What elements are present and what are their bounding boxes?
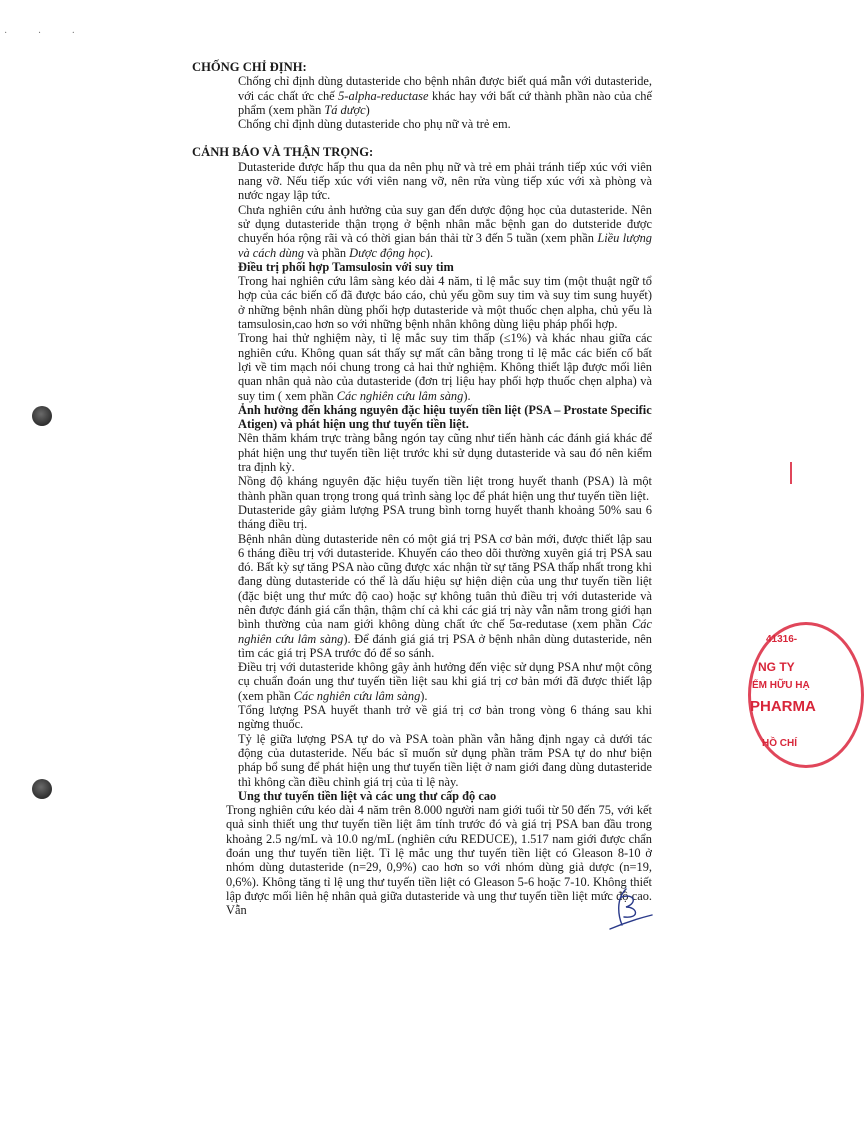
italic-reference: Các nghiên cứu lâm sàng: [336, 388, 464, 403]
text-run: Nên thăm khám trực tràng bằng ngón tay cũng như tiến hành các đánh giá khác để phát hiện ung thư tuyến tiền liệt trước khi sử dụng dutasteride và sau đó nên kiểm tra định kỳ.: [238, 431, 652, 475]
warnings-paragraph: [238, 532, 652, 661]
warnings-paragraph: [238, 431, 652, 474]
warnings-paragraph: [238, 274, 652, 331]
text-run: Dutasteride gây giảm lượng PSA trung bình torng huyết thanh khoảng 50% sau 6 tháng điều trị.: [238, 502, 652, 532]
section-contraindications-title: CHỐNG CHỈ ĐỊNH:: [192, 60, 307, 74]
text-run: và phần: [304, 245, 350, 260]
text-run: ). Để đánh giá giá trị PSA ở bệnh nhân dùng dutasteride, nên tìm các giá trị PSA trước đó để so sánh.: [238, 631, 652, 660]
section-warnings-title: CẢNH BÁO VÀ THẬN TRỌNG:: [192, 145, 374, 160]
text-run: khác hay với bất cứ thành phần nào của chế phẩm (xem phần: [238, 88, 652, 117]
warnings-paragraph: [238, 203, 652, 260]
warnings-paragraph: [238, 331, 652, 402]
stamp-line-5: HỒ CHÍ: [762, 738, 797, 749]
signature-mark: [606, 885, 654, 931]
text-run: Tổng lượng PSA huyết thanh trở về giá trị cơ bản trong vòng 6 tháng sau khi ngừng thuốc.: [238, 703, 652, 732]
stamp-fragment-mark: [790, 462, 802, 484]
italic-reference: Liều lượng và cách dùng: [238, 231, 652, 260]
section-warnings-body: [192, 160, 652, 918]
text-run: Trong nghiên cứu kéo dài 4 năm trên 8.000 người nam giới tuổi từ 50 đến 75, với kết quả sinh thiết ung thư tuyến tiền liệt âm tính trước đó và giá trị PSA ban đầu trong khoảng 2.5 ng/mL và 10.0 ng/mL (nghiên cứu REDUCE), 1.517 nam giới được chẩn đoán ung thư tuyến tiền liệt. Tỉ lệ mắc ung thư tuyến tiền liệt có Gleason 8-10 ở nhóm dùng dutasteride (n=29, 0,9%) cao hơn so với nhóm dùng giả dược (n=19, 0,6%). Không tăng tỉ lệ ung thư tuyến tiền liệt có Gleason 5-6 hoặc 7-10. Không thiết lập được mối liên hệ nhân quả giữa dutasteride và ung thư tuyến tiền liệt mức độ cao. Vẫn: [226, 803, 652, 918]
italic-reference: Các nghiên cứu lâm sàng: [238, 617, 652, 646]
text-run: Ung thư tuyến tiền liệt và các ung thư cấp độ cao: [238, 788, 497, 803]
text-run: Chưa nghiên cứu ảnh hưởng của suy gan đến dược động học của dutasteride. Nên sử dụng dutasteride thận trọng ở bệnh nhân mắc bệnh gan do dutsteride được chuyển hóa rộng rãi và có thời gian bán thải từ 3 đến 5 tuần (xem phần: [238, 202, 652, 246]
contraindications-paragraph-2: [238, 117, 652, 131]
italic-reference: Các nghiên cứu lâm sàng: [293, 688, 421, 703]
scan-edge-marks: · · ·: [4, 28, 89, 39]
warnings-paragraph: [238, 732, 652, 789]
warnings-paragraph: [238, 160, 652, 203]
text-run: ).: [463, 388, 471, 403]
document-content: [192, 60, 652, 918]
stamp-line-2: NG TY: [758, 660, 795, 674]
text-run: ).: [420, 688, 428, 703]
punch-hole-top: [32, 406, 52, 426]
text-run: Chống chỉ định dùng dutasteride cho phụ nữ và trẻ em.: [238, 117, 511, 132]
warnings-paragraph: [238, 703, 652, 732]
stamp-line-1: 41316-: [766, 634, 798, 645]
text-run: Nồng độ kháng nguyên đặc hiệu tuyến tiền liệt trong huyết thanh (PSA) là một thành phần quan trọng trong quá trình sàng lọc để phát hiện ung thư tuyến tiền liệt.: [238, 474, 652, 503]
punch-hole-bottom: [32, 779, 52, 799]
warnings-subheading: [238, 789, 652, 803]
text-run: Dutasteride được hấp thu qua da nên phụ nữ và trẻ em phải tránh tiếp xúc với viên nang vỡ. Nếu tiếp xúc với viên nang vỡ, nên rửa vùng tiếp xúc với xà phòng và nước ngay lập tức.: [238, 159, 652, 203]
italic-reference: Tá dược: [324, 102, 366, 117]
text-run: ).: [425, 245, 434, 260]
company-stamp: [748, 622, 818, 762]
section-contraindications-body: [192, 74, 652, 131]
warnings-subheading: [238, 403, 652, 432]
warnings-paragraph: [238, 660, 652, 703]
warnings-paragraph: [238, 503, 652, 532]
stamp-line-3: ỂM HỮU HẠ: [752, 680, 810, 691]
text-run: Trong hai thử nghiệm này, tỉ lệ mắc suy tim thấp (≤1%) và khác nhau giữa các nghiên cứu. Không quan sát thấy sự mất cân bằng trong tỉ lệ mắc các biến cố bất lợi về tim mạch nói chung trong cả hai thử nghiệm. Không thiết lập được mối liên quan nhân quả nào của dutasteride (đơn trị liệu hay phối hợp thuốc chẹn alpha) và suy tim ( xem phần: [238, 331, 652, 403]
warnings-paragraph: [226, 803, 652, 917]
text-run: Bệnh nhân dùng dutasteride nên có một giá trị PSA cơ bản mới, được thiết lập sau 6 tháng điều trị với dutasteride. Khuyến cáo theo dõi thường xuyên giá trị PSA sau đó. Bất kỳ sự tăng PSA nào cũng được xác nhận từ sự tăng PSA thấp nhất trong khi đang dùng dutasteride có thể là dấu hiệu sự hiện diện của ung thư tuyến tiền liệt (đặc biệt ung thư mức độ cao) hoặc sự không tuân thủ điều trị với dutasteride và nên được đánh giá cẩn thận, thậm chí cả khi các giá trị này vẫn nằm trong giới hạn bình thường của nam giới không dùng chất ức chế 5α-redutase (xem phần: [238, 531, 652, 632]
text-run: Trong hai nghiên cứu lâm sàng kéo dài 4 năm, tỉ lệ mắc suy tim (một thuật ngữ tổ hợp của các biến cố đã được báo cáo, chủ yếu gồm suy tim và suy tim sung huyết) ở những bệnh nhân dùng phối hợp dutasteride và một thuốc chẹn alpha, chủ yếu là tamsulosin,cao hơn so với những bệnh nhân không dùng liệu pháp phối hợp.: [238, 274, 652, 332]
text-run: ): [365, 102, 370, 117]
text-run: Tỷ lệ giữa lượng PSA tự do và PSA toàn phần vẫn hằng định ngay cả dưới tác động của dutasteride. Nếu bác sĩ muốn sử dụng phần trăm PSA tự do như biện pháp bổ sung để phát hiện ung thư tuyến tiền liệt ở nam giới đang dùng dutasteride thì không cần điều chỉnh giá trị của tỉ lệ này.: [238, 731, 652, 789]
text-run: Điều trị phối hợp Tamsulosin với suy tim: [238, 259, 454, 274]
contraindications-paragraph-1: [238, 74, 652, 117]
text-run: Điều trị với dutasteride không gây ảnh hưởng đến việc sử dụng PSA như một công cụ chuẩn đoán ung thư tuyến tiền liệt sau khi giá trị cơ bản mới đã được thiết lập (xem phần: [238, 660, 652, 703]
warnings-subheading: [238, 260, 652, 274]
italic-reference: Dược động học: [349, 245, 426, 260]
text-run: Ảnh hưởng đến kháng nguyên đặc hiệu tuyến tiền liệt (PSA – Prostate Specific Atigen) và phát hiện ung thư tuyến tiền liệt.: [238, 402, 652, 432]
italic-reference: 5-alpha-reductase: [338, 88, 429, 103]
warnings-paragraph: [238, 474, 652, 503]
stamp-line-4: PHARMA: [750, 698, 816, 715]
text-run: Chống chỉ định dùng dutasteride cho bệnh nhân được biết quá mẫn với dutasteride, với các chất ức chế: [238, 74, 652, 103]
